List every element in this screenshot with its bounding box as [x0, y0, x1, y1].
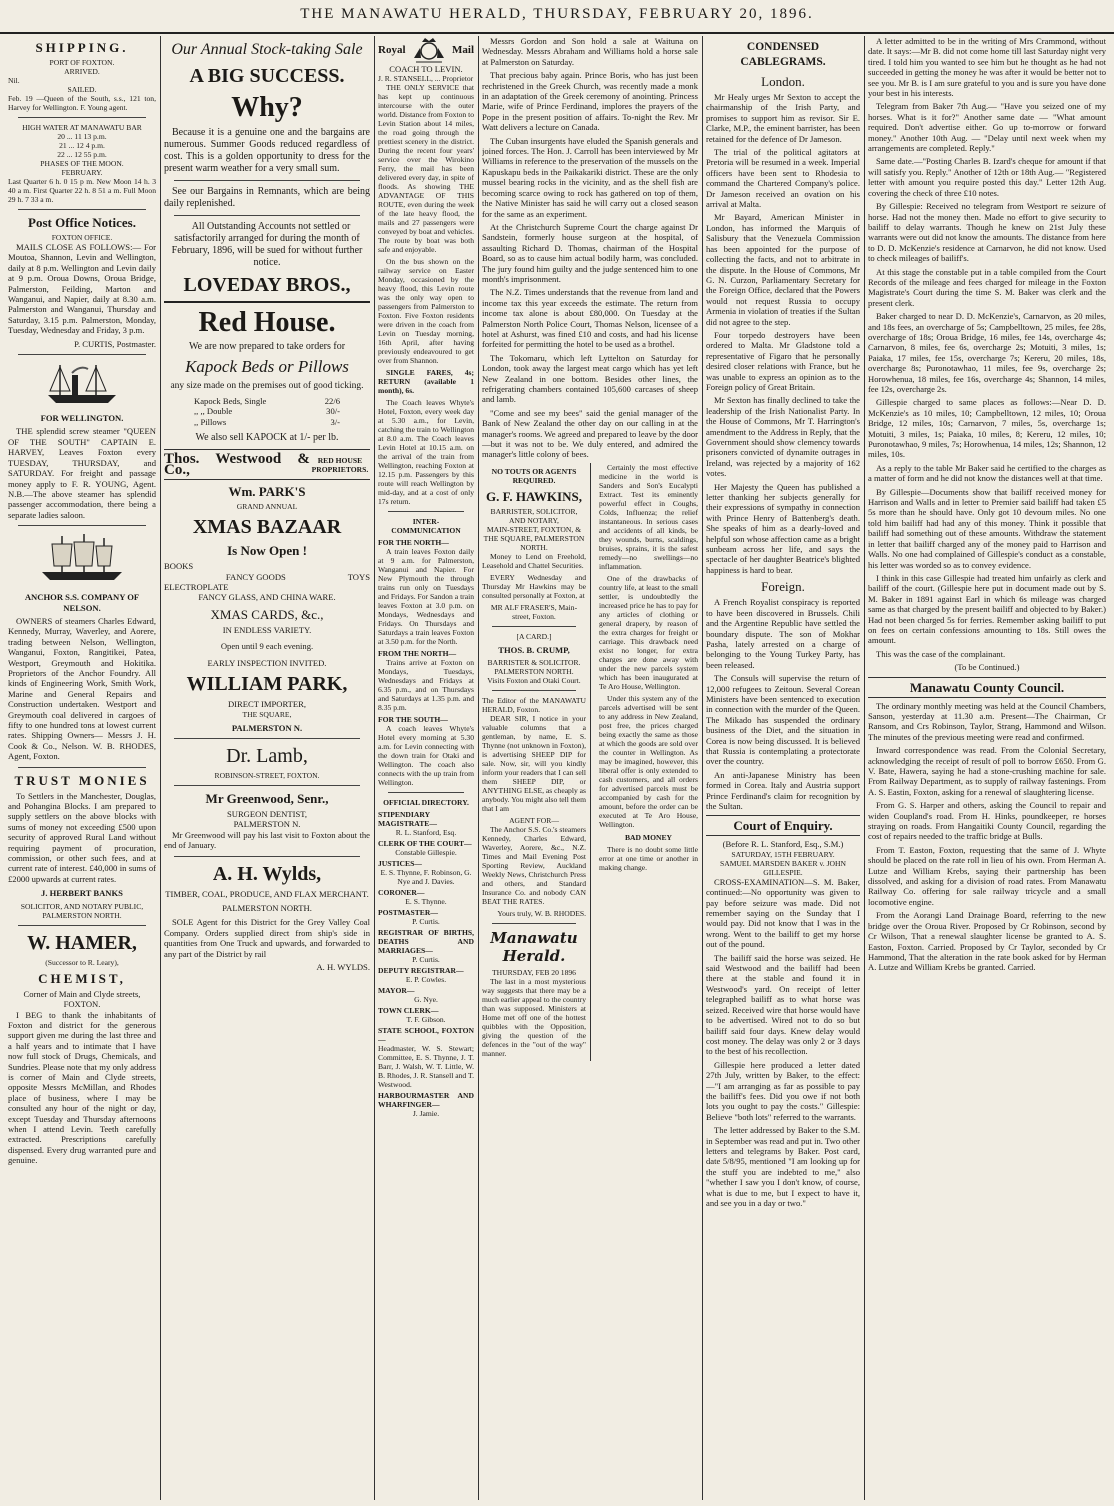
xmas-cards: XMAS CARDS, &c.,: [210, 606, 324, 622]
foreign-paragraph: The Consuls will supervise the return of 12,000 refugees to Zeitoun. Several Corean Ministers have been sentenced to execution in connection with the murder of the Queen. The Mikado has suspended the ordinary business of the Diet, and the situation in Corea is now being discussed. It is believed that Russia is contemplating a protectorate over the country.: [706, 673, 860, 767]
column-5: [706, 36, 860, 1500]
official-directory-title: OFFICIAL DIRECTORY.: [383, 798, 469, 808]
post-office-sign: P. CURTIS, Postmaster.: [74, 338, 156, 349]
lower-split: [482, 463, 698, 1061]
price-row: [194, 417, 340, 427]
fares: SINGLE FARES, 4s; RETURN (available 1 month), 6s.: [378, 368, 474, 396]
banks-name: J. HERBERT BANKS: [41, 888, 123, 899]
london-paragraph: Her Majesty the Queen has published a letter thanking her subjects generally for their expressions of sympathy in connection with Prince Henry of Battenberg's death. She speaks of him as a dearly-loved and helpful son whose affection came as a bright sunbeam across her life, and says the spectacle of her daughter Beatrice's blighted happiness is hard to bear.: [706, 481, 860, 575]
divider: [492, 923, 576, 924]
electroplate: ELECTROPLATE: [164, 582, 229, 593]
masthead: [0, 6, 1114, 34]
directory-entry: [378, 1006, 474, 1024]
moon-text: Last Quarter 6 h. 0 15 p m. New Moon 14 h. 3 40 a m. First Quarter 22 h. 8 51 a m. Full Moon 29 h. 7 33 a m.: [8, 177, 156, 204]
why-text: Because it is a genuine one and the bargains are numerous. Summer Goods reduced regardless of cost. This is a golden opportunity to dress for the present warm weather for a very small sum.: [164, 127, 370, 174]
directory-role: DEPUTY REGISTRAR—: [378, 966, 464, 976]
direct-importer: DIRECT IMPORTER,: [227, 699, 307, 710]
anchor-company-title: ANCHOR S.S. COMPANY OF NELSON.: [24, 592, 140, 613]
price-item: ,, ,, Double: [194, 406, 233, 417]
coach-text-2: On the bus shown on the railway service on Easter Monday, occasioned by the heavy flood, this Levin route was the only way open to passengers from Palmerston to Foxton. Five Foxton residents were driven in the coach from Levin on Tuesday morning, 16th April, after having previously endeavoured to get over from Shannon.: [378, 257, 474, 366]
court-paragraph: The letter addressed by Baker to the S.M. in September was read and put in. Two other letters and telegrams by Baker. Post card, date 5/8/95, mentioned "I am looking up for the stuff you are indebted to me," also "whether I saw you I don't know, of course, what is due to me, but I expect to have it, and see you in a day or two.": [706, 1125, 860, 1208]
court-date: SATURDAY, 15TH FEBRUARY.: [731, 849, 835, 859]
westwood-ad: [164, 449, 370, 480]
council-paragraph: From G. S. Harper and others, asking the Council to repair and widen Coupland's road. From H. Hinks, poundkeeper, re horses straying on roads. From Hangaitiki County Council, regarding the cost of repairs needed to the traffic bridge at Bulls.: [868, 800, 1106, 842]
telegram-text: Same date.—"Posting Charles B. Izard's cheque for amount if that will satisfy you. Reply." Another of 12th or 18th Aug.— "Registered letter with amount you require posted this day." Letter 12th Aug. covering the check of three £10 notes.: [868, 156, 1106, 198]
tide-row: 21 ... 12 4 p.m.: [59, 141, 105, 150]
price-row: [194, 396, 340, 406]
court-paragraph: The bailiff said the horse was seized. He said Westwood and the bailiff had been there at the stable and found it in Westwood's yard. On receipt of letter telegraphed bailiff as to what horse was seized. Received wire that horse would have to be advertised. Wired not to do so but bailiff said four days. Knew delay would cost money. The delay was only 2 or 3 days to the best of his recollection.: [706, 952, 860, 1057]
crump-role: BARRISTER & SOLICITOR.: [487, 658, 581, 668]
council-paragraph: Inward correspondence was read. From the Colonial Secretary, acknowledging the receipt of result of poll to borrow £650. From G. V. Bate, Hawera, saying he had a stone-crushing machine for sale. From Railway Department, as to supply of railway fastenings. From A. S. Eastin, Foxton, asking for a renewal of slaughtering license.: [868, 745, 1106, 797]
divider: [174, 856, 360, 857]
robinson-street: ROBINSON-STREET, FOXTON.: [214, 770, 320, 780]
court-paragraph: Gillespie here produced a letter dated 27th July, written by Baker, to the effect:—"I am arranging as far as possible to pay the bailiff's fees. Did you owe if not both lots you ought to pay the costs." Gillespie: Believe "both lots" referred to the warrants.: [706, 1059, 860, 1122]
directory-name: E. P. Cowles.: [405, 975, 447, 985]
hamer-text: I BEG to thank the inhabitants of Foxton and district for the generous support given me during the last three and a half years and to intimate that I have now full stock of Drugs, Chemicals, and Sundries. Please note that my only address is corner of Main and Clyde streets, opposite Messrs McMillan, and Rhodes place of business, where I may be consulted any hour of the night or day, except Tuesday and Thursday afternoons when I attend Levin. Teeth carefully extracted. Prescriptions carefully dispensed. Every drug warranted pure and genuine.: [8, 1009, 156, 1166]
directory-name: Headmaster, W. S. Stewart; Committee, E. S. Thynne, J. T. Barr, J. Walsh, W. T. Little, W. B. Rhodes, J. R. Stansell and T. Westwood.: [378, 1044, 474, 1090]
stage-text: Baker charged to near D. D. McKenzie's, Carnarvon, as 20 miles, and 18s fees, an overcharge of 5s; Campbelltown, 25 miles, fee 28s, overcharge of 18s; Oroua Bridge, 16 miles, fee 14s, overcharge 4s; Carnarvon, 8 miles, fee 6s, overcharge 2s; Motuiti, 3 miles, 1s; Paiaka, 17 miles, fee 15s, overcharge 7s; Kereru, 20 miles, 18s, overcharge 8s; Puronotawhao, 11 miles, fee 9s, overcharge 2s; Horowhenua, 18 miles, fee 16s, overcharge 4s; Shannon, 14 miles, fee 12s, overcharge 2s.: [868, 311, 1106, 394]
london-paragraph: Mr Healy urges Mr Sexton to accept the chairmanship of the Irish Party, and promises to support him as revisor. Sir E. Clarke, M.P., the eminent barrister, has been retained for the defence of Dr Jameson.: [706, 92, 860, 144]
divider: [18, 209, 146, 210]
bad-money-text: There is no doubt some little error at one time or another in making change.: [599, 844, 698, 872]
foreign-paragraph: A French Royalist conspiracy is reported to have been discovered in Brussels. Chili and the Argentine Republic have settled the boundary dispute. The son of Mokhar Pasha, lately arrested on a charge of belonging to the Young Turkey Party, has been released.: [706, 597, 860, 670]
arrived-label: ARRIVED.: [64, 67, 100, 76]
now-open: Is Now Open !: [227, 543, 307, 559]
agent-label: AGENT FOR—: [509, 816, 559, 826]
news-paragraph: The Tokomaru, which left Lyttelton on Saturday for London, took away the largest meat cargo which has yet left New Zealand in one bottom. Besides other lines, the refrigerating chambers contained 105,600 carcases of sheep and lamb.: [482, 352, 698, 405]
remnants-text: See our Bargains in Remnants, which are being daily replenished.: [164, 186, 370, 209]
directory-role: HARBOURMASTER AND WHARFINGER—: [378, 1091, 474, 1110]
hawkins-name: G. F. HAWKINS,: [486, 488, 582, 504]
directory-role: CLERK OF THE COURT—: [378, 839, 472, 849]
london-paragraph: Mr Sexton has finally declined to take the leadership of the Irish Nationalist Party. In the House of Commons, Mr T. Harrington's amendment to the Address in Reply, that the Government should show clemency towards prisoners convicted of dynamite outrages in Ireland, was rejected by a majority of 162 votes.: [706, 395, 860, 479]
column-rule: [374, 36, 375, 1500]
directory-role: JUSTICES—: [378, 859, 422, 869]
wellington-text: THE splendid screw steamer "QUEEN OF THE SOUTH" CAPTAIN E. HARVEY, Leaves Foxton every TUESDAY, THURSDAY, and SATURDAY. For freight and passage money apply to F. R. YOUNG, Agent. N.B.—The above steamer has splendid passenger accommodation, there being a separate ladies saloon.: [8, 426, 156, 520]
directory-name: T. F. Gibson.: [406, 1015, 446, 1025]
anchor-company-text: OWNERS of steamers Charles Edward, Kennedy, Murray, Waverley, and Aorere, trading between Nelson, Wellington, Wanganui, Foxton, Rangitikei, Patea, Westport, Greymouth and Hokitika. Proprietors of the Anchor Foundry. All kinds of Engineering Work, Smith Work, Marine and General Repairs and Construction undertaken. Westport and Greymouth coal delivered in cargoes of fifty to one hundred tons at lowest current rates. Shipping Owners— Messrs J. H. Cook & Co., Nelson. W. B. RHODES, Agent, Foxton.: [8, 615, 156, 762]
books-line: BOOKS: [164, 561, 194, 572]
foreign-title: Foreign.: [761, 579, 805, 595]
case-text: This was the case of the complainant.: [876, 648, 1006, 659]
news-paragraph: The N.Z. Times understands that the revenue from land and income tax this year exceeds the estimate. The return from income tax alone is about £80,000. On Tuesday at the Palmerston North Police Court, Thomas Nelson, licensee of a hotel at Ashurst, was fined £10 and costs, and had his license forfeited for permitting the hotel to be used as a brothel.: [482, 287, 698, 350]
moon-sub: FEBRUARY.: [61, 168, 103, 177]
letter-sign: Yours truly, W. B. RHODES.: [497, 909, 586, 919]
directory-role: REGISTRAR OF BIRTHS, DEATHS AND MARRIAGES—: [378, 928, 474, 956]
directory-name: E. S. Thynne, F. Robinson, G. Nye and J. Davies.: [380, 868, 472, 887]
post-office-text: MAILS CLOSE AS FOLLOWS:— For Moutoa, Shannon, Levin and Wellington, daily at 8 p.m. Wellington and Levin daily at 9 p.m. Oroua Downs, Oroua Bridge, Palmerston, Feilding, Marton and Wanganui, and Napier, daily at 8.30 a.m. Palmerston and Wanganui, Thursday and Saturday, 3.15 p.m. Palmerston, Monday, Tuesday, Wednesday and Friday, 3 p.m.: [8, 242, 156, 336]
masthead-text: THE MANAWATU HERALD, THURSDAY, FEBRUARY 20, 1896.: [300, 6, 814, 22]
ads-subcolumn: [482, 463, 591, 1061]
price-value: 22/6: [324, 395, 340, 406]
divider: [18, 925, 146, 926]
editor-line: The Editor of the MANAWATU HERALD, Foxton.: [482, 696, 586, 715]
directory-name: G. Nye.: [414, 995, 438, 1005]
wellington-title: FOR WELLINGTON.: [40, 413, 124, 424]
red-house-title: Red House.: [164, 301, 370, 339]
coach-title: COACH TO LEVIN.: [389, 64, 463, 74]
price-value: 3/-: [330, 416, 340, 427]
bad-money-title: BAD MONEY: [624, 832, 673, 842]
london-paragraph: Four torpedo destroyers have been ordered to Malta. Mr Gladstone told a representative of Figaro that he personally desired closer relations with France, but he was unable to express an opinion as to the Foreign policy of Great Britain.: [706, 329, 860, 392]
price-list: [194, 396, 340, 427]
from-north: FROM THE NORTH—: [378, 649, 457, 659]
loveday-bros: LOVEDAY BROS.,: [183, 274, 351, 296]
agent-text: The Anchor S.S. Co.'s steamers Kennedy, Charles Edward, Waverley, Aorere, &c., N.Z. Times and Mail Evening Post Sporting Review, Auckland Weekly News, Christchurch Press and others, and Standard Insurance Co. and nobody CAN BEAT THE RATES.: [482, 825, 586, 907]
price-row: [194, 406, 340, 416]
directory-name: P. Curtis.: [412, 917, 440, 927]
news-paragraph: At the Christchurch Supreme Court the charge against Dr Sandstein, formerly house surgeon at the hospital, of assaulting Richard D. Thomas, chairman of the Hospital Board, so as to cause him actual bodily harm, was concluded. The jury found him guilty and the judge sentenced him to one month's imprisonment.: [482, 221, 698, 284]
foreign-paragraph: An anti-Japanese Ministry has been formed in Corea. Italy and Austria support Prince Ferdinand's claim for recognition by the Sultan.: [706, 769, 860, 811]
column-3: [378, 36, 474, 1500]
william-park: WILLIAM PARK,: [186, 673, 348, 696]
continued-label: (To be Continued.): [954, 662, 1020, 673]
directory-entry: [378, 839, 474, 857]
london-paragraph: The trial of the political agitators at Pretoria will be resumed in a week. Imperial officers have been sent to Rhodesia to command the Chartered Company's police. Dr Jameson received an ovation on his arrival at Malta.: [706, 147, 860, 210]
hawkins-role: BARRISTER, SOLICITOR, AND NOTARY,: [490, 506, 578, 525]
letter-text: DEAR SIR, I notice in your valuable columns that a gentleman, by name, E. S. Thynne (not unknown in Foxton), is advertising SHEEP DIP for sale. Now, sir, will you kindly inform your readers that I can sell them SHEEP DIP, or ANYTHING ELSE, as cheaply as anybody. You might also tell them that I am: [482, 714, 586, 814]
wylds-sign: A. H. WYLDS.: [316, 961, 370, 972]
price-item: Kapock Beds, Single: [194, 395, 267, 406]
shipping-title: SHIPPING.: [35, 40, 129, 55]
hamer-name: W. HAMER,: [27, 931, 137, 954]
arrived-text: Nil.: [8, 76, 20, 85]
court-paragraph: CROSS-EXAMINATION—S. M. Baker, continued:—No opportunity was given to pay before seizure was made. Did not remember saying on the Sunday that I would pay. Did not know that I was in the wrong. Went to the bailiff to get my horse out of the pound.: [706, 876, 860, 950]
for-north-text: A train leaves Foxton daily at 9 a.m. for Palmerston, Wanganui and Napier. For New Plymouth the through trains run only on Tuesdays and Fridays. For Sandon a train leaves Foxton at 3.0 p.m. on Mondays, Wednesdays and Fridays. On Thursdays and Saturdays a train leaves Foxton at 3.50 p.m. for the North.: [378, 547, 474, 647]
court-continued: A letter admitted to be in the writing of Mrs Crammond, without date. It says:—Mr B. did not come home till last Saturday night very tired. I told him you wanted to see him but he thought as he had not succeeded in getting the money he was after it would be better not to see you. Mr B. is I am sure grateful to you and is sure you have done your best in his interests.: [868, 36, 1106, 99]
column-rule: [478, 36, 479, 1500]
column-rule: [160, 36, 161, 1500]
directory-entry: [378, 928, 474, 964]
divider: [18, 525, 146, 526]
court-title: Court of Enquiry.: [706, 815, 860, 836]
sailed-label: SAILED.: [67, 85, 97, 94]
divider: [174, 738, 360, 739]
tides-title: HIGH WATER AT MANAWATU BAR: [22, 123, 142, 132]
documents-text: I think in this case Gillespie had treated him unfairly as clerk and bailiff of the court. (Gillespie here put in document made out by S. M. Baker in 1891 against Earl in which 6s mileage was charged same as that charged by the present bailiff and objected to by Baker.) Had not been charged 5s for ferries. Remember asking bailiff to put on fees on certain confessions amounting to 18s. Still owes the amount.: [868, 572, 1106, 646]
post-office-title: Post Office Notices.: [28, 215, 136, 230]
fraser-address: MR ALF FRASER'S, Main-street, Foxton.: [490, 602, 578, 621]
stansell: J. R. STANSELL, ... Proprietor: [378, 74, 474, 84]
for-north: FOR THE NORTH—: [378, 538, 449, 548]
divider: [492, 690, 576, 691]
early-inspection: EARLY INSPECTION INVITED.: [207, 657, 327, 668]
stage-text: Gillespie charged to same places as follows:—Near D. D. McKenzie's as 10 miles, 10; Campbelltown, 12 miles, 10; Oroua Bridge, 12 miles, 10s; Carnarvon, 7 miles, 5s, overcharge 1s; Motuiti, 3 miles, 1s; Paiaka, 10 miles, 8; Kereru, 12 miles, 10; Puronotawhao, 9 miles, 7s; Horowhenua, 14 miles, 12s; Shannon, 12 miles, 10s.: [868, 397, 1106, 460]
gillespie-text: By Gillespie: Received no telegram from Westport re seizure of horse. Had not the money then. Made no effort to give security to bailiff to delay warrants. Though he knew on 21st July these warrants were out did not know the amounts. The distance from here to D. D. McKenzie's residence at Carnarvon, he did not know. Used to check mileages of bailiff's.: [868, 201, 1106, 264]
court-sub: (Before R. L. Stanford, Esq., S.M.): [722, 839, 844, 850]
banks-role: SOLICITOR, AND NOTARY PUBLIC, PALMERSTON NORTH.: [20, 901, 144, 920]
divider: [18, 354, 146, 355]
mail-label: Mail: [452, 43, 474, 56]
news-paragraph: Certainly the most effective medicine in the world is Sanders and Son's Eucalypti Extract. Test its eminently powerful effect in Coughs, Colds, Influenza; the relief instantaneous. In serious cases and accidents of all kinds, be they wounds, burns, scaldings, bruises, sprains, it is the safest remedy—no swellings—no inflammation.: [599, 462, 698, 571]
divider: [18, 117, 146, 118]
crump-name: THOS. B. CRUMP,: [498, 644, 570, 655]
divider: [174, 215, 360, 216]
council-paragraph: From the Aorangi Land Drainage Board, referring to the new bridge over the Oroua River. Proposed by Cr Robinson, second by Cr Wilson, That a renewal slaughter license be granted to A. S. Easton, Foxton. Carried. Proposed by Cr Taylor, seconded by Cr Hammond, That the alteration in the rate book asked for by Herman A. Lutze and William Krebs be granted. Carried.: [868, 910, 1106, 973]
westwood-side: RED HOUSE PROPRIETORS.: [311, 455, 369, 474]
royal-label: Royal: [378, 43, 406, 56]
price-item: ,, Pillows: [194, 416, 227, 427]
directory-role: STATE SCHOOL, FOXTON—: [378, 1026, 474, 1045]
trust-monies-title: TRUST MONIES: [14, 772, 150, 788]
park-palmerston: PALMERSTON N.: [231, 722, 303, 733]
directory-entry: [378, 810, 474, 837]
fancy-glass: FANCY GLASS, AND CHINA WARE.: [198, 592, 336, 603]
sole-agent-text: SOLE Agent for this District for the Grey Valley Coal Company. Orders supplied direct from ship's side in quantities from One Truck and upwards, and forwarded to any part of the District by rail: [164, 917, 370, 959]
directory-name: P. Curtis.: [412, 955, 440, 965]
accounts-text: All Outstanding Accounts not settled or satisfactorily arranged for during the month of February, 1896, will be sued for without further notice.: [171, 221, 363, 268]
telegram-text: Telegram from Baker 7th Aug.— "Have you seized one of my horses. What is it for?" Another same date — "What amount required. Don't advertise either. Go up to-morrow or forward money." Another 10th Aug. — "Delay until next week when my arrangements are completed. Reply.": [868, 101, 1106, 154]
directory-entry: [378, 986, 474, 1004]
hamer-sub: (Successor to R. Leary),: [45, 957, 119, 967]
tide-row: 20 ... 11 13 p.m.: [57, 132, 107, 141]
the-square: THE SQUARE,: [242, 709, 292, 719]
directory-role: TOWN CLERK—: [378, 1006, 439, 1016]
divider: [18, 767, 146, 768]
xmas-bazaar: XMAS BAZAAR: [192, 516, 342, 539]
surgeon-dentist: SURGEON DENTIST,: [226, 808, 308, 819]
toys: TOYS: [347, 571, 370, 582]
park-name: Wm. PARK'S: [228, 484, 306, 500]
hawkins-every: EVERY Wednesday and Thursday Mr Hawkins may be consulted personally at Foxton, at: [482, 572, 586, 600]
endless-variety: IN ENDLESS VARIETY.: [222, 624, 312, 635]
big-success: A BIG SUCCESS.: [189, 65, 345, 87]
directory-entry: [378, 888, 474, 906]
prepared-text: We are now prepared to take orders for: [188, 341, 346, 352]
goods-row: [164, 572, 370, 582]
column-rule: [864, 36, 865, 1500]
directory-entry: [378, 908, 474, 926]
news-subcolumn: [599, 463, 698, 1061]
crump-town: PALMERSTON NORTH.: [494, 667, 574, 677]
royal-mail-header: [378, 36, 474, 64]
divider: [492, 626, 576, 627]
grand-annual: GRAND ANNUAL: [236, 502, 298, 512]
news-top: Messrs Gordon and Son hold a sale at Waituna on Wednesday. Messrs Abraham and Williams hold a horse sale at Palmerston on Saturday.: [482, 36, 698, 67]
hawkins-text: Money to Lend on Freehold, Leasehold and Chattel Securities.: [482, 551, 586, 570]
size-text: any size made on the premises out of good ticking.: [170, 381, 364, 392]
dr-lamb: Dr. Lamb,: [226, 744, 308, 767]
hamer-address: Corner of Main and Clyde streets, FOXTON.: [23, 988, 141, 1010]
column-1: [8, 36, 156, 1500]
royal-crest-icon: [412, 36, 446, 64]
for-south-text: A coach leaves Whyte's Hotel every morning at 5.30 a.m. for Levin connecting with the down train for Otaki and Wellington. The coach also connects with the up train from Wellington.: [378, 724, 474, 788]
kapock-heading: Kapock Beds or Pillows: [185, 357, 349, 377]
directory-entry: [378, 1091, 474, 1118]
cablegrams-title: CONDENSED CABLEGRAMS.: [740, 41, 826, 68]
touts-notice: NO TOUTS OR AGENTS REQUIRED.: [491, 466, 577, 485]
directory-role: POSTMASTER—: [378, 908, 438, 918]
directory-entry: [378, 1026, 474, 1089]
herald-date: THURSDAY, FEB 20 1896: [492, 968, 576, 978]
divider: [388, 511, 464, 512]
council-title: Manawatu County Council.: [868, 677, 1106, 698]
column-4: [482, 36, 698, 1500]
documents-text: By Gillespie—Documents show that bailiff received money for Harrison and Walls and in letter to Premier said bailiff had taken £5 5s more than he should have. Only got 10 devoum miles. No one told him bailiff had had any of this money. Think it possible that bailiff had something out of these amounts. Withdraw the statement in letter that bailiff charged any of the money paid to Harrison and Walls. No one had complained of Gillespie's conduct as a constable, his letter was worded so as to convey evidence.: [868, 486, 1106, 570]
directory-name: R. L. Stanford, Esq.: [395, 828, 457, 838]
sailing-ship-icon: [34, 532, 130, 586]
council-paragraph: From T. Easton, Foxton, requesting that the same of J. Whyte should be placed on the rate roll in lieu of his own. From Herman A. Lutze and William Krebs, saying their partnership has been dissolved, and asking for a division of road rates. From Manawatu Railway Co. offering for sale railway tricycle and a small locomotive engine.: [868, 844, 1106, 907]
fancy-goods: FANCY GOODS: [225, 571, 286, 582]
column-6: [868, 36, 1106, 1500]
wylds-name: A. H. Wylds,: [212, 862, 322, 885]
stage-text: At this stage the constable put in a table compiled from the Court Records of the mileage and fees charged for mileage in the Foxton Magistrate's Court during the time S. M. Baker was clerk and the present clerk.: [868, 266, 1106, 308]
kapock-sell: We also sell KAPOCK at 1/- per lb.: [195, 432, 339, 444]
greenwood-text: Mr Greenwood will pay his last visit to Foxton about the end of January.: [164, 829, 370, 851]
crump-text: Visits Foxton and Otaki Court.: [487, 676, 581, 686]
directory-role: MAYOR—: [378, 986, 415, 996]
divider: [388, 792, 464, 793]
directory-name: E. S. Thynne.: [405, 897, 447, 907]
column-rule: [702, 36, 703, 1500]
fares-text: The Coach leaves Whyte's Hotel, Foxton, every week day at 5.30 a.m., for Levin, catching the train to Wellington at 8.0 a.m. The Coach leaves Levin Hotel at 10.15 a.m. on the arrival of the train from Wellington, reaching Foxton at 12.15 p.m. Passengers by this route will reach Wellington by mid-day, and at a cost of only 17s return.: [378, 398, 474, 507]
reply-text: As a reply to the table Mr Baker said he certified to the charges as a matter of form and he did not know the distances well at that time.: [868, 462, 1106, 484]
directory-entry: [378, 966, 474, 984]
trust-monies-text: To Settlers in the Manchester, Douglas, and Pohangina Blocks. I am prepared to supply settlers on the above blocks with sums of money not exceeding £500 upon security of approved Rural Land without requiring payment of procuration, commission, or other such fees, and at current rate of interest. £40,000 in sums of £2000 upwards at current rates.: [8, 790, 156, 884]
from-north-text: Trains arrive at Foxton on Mondays, Tuesdays, Wednesdays and Fridays at 6.35 p.m., and on Thursdays and Saturdays at 1.35 p.m. and 8.35 p.m.: [378, 658, 474, 713]
directory-name: J. Jamie.: [412, 1109, 440, 1119]
wylds-town: PALMERSTON NORTH.: [222, 902, 312, 913]
wylds-trade: TIMBER, COAL, PRODUCE, AND FLAX MERCHANT.: [165, 888, 369, 899]
price-value: 30/-: [326, 406, 340, 417]
card-label: [A CARD.]: [516, 631, 552, 641]
open-until: Open until 9 each evening.: [220, 641, 314, 652]
london-paragraph: Mr Bayard, American Minister in London, has informed the Marquis of Salisbury that the Venezuela Commission has been appointed for the purpose of collecting the facts, and not to arbitrate in the dispute. In the House of Commons, Mr G. N. Curzon, Parliamentary Secretary for the Foreign Office, declared that the Powers would not request Russia to occupy Armenia in violation of treaties if the Sultan did not agree to the step.: [706, 212, 860, 327]
editorial-text: The last in a most mysterious way suggests that there may be a much earlier appeal to the country than was supposed. Ministers at Home met off one of the hottest quibbles with the Opposition, giving the question of the defences in the "out of the way" manner.: [482, 977, 586, 1059]
directory-name: Constable Gillespie.: [395, 848, 457, 858]
sailed-text: Feb. 19 —Queen of the South, s.s., 121 ton, Harvey for Wellington. F. Young agent.: [8, 94, 156, 112]
greenwood-name: Mr Greenwood, Senr.,: [205, 790, 329, 806]
for-south: FOR THE SOUTH—: [378, 715, 448, 725]
herald-nameplate: Manawatu Herald.: [490, 929, 578, 966]
news-paragraph: "Come and see my bees" said the genial manager of the Bank of New Zealand the other day on our calling in at the manager's rooms. We agreed and prepared to leave by the door—but it was not to be. We duly entered, and admired the manager's little colony of bees.: [482, 407, 698, 460]
london-title: London.: [761, 74, 805, 89]
hawkins-address: MAIN-STREET, FOXTON, & THE SQUARE, PALMERSTON NORTH.: [483, 524, 585, 552]
news-paragraph: The Cuban insurgents have eluded the Spanish generals and joined forces. The Hon. J. Carroll has been interviewed by Mr Williams in reference to the preservation of the mussels on the Kapuskapu beds in the Paikakariki district. These are the only mussel bearing rocks in the vicinity, and as the shell fish are becoming scarce owing to rock has gathered on top of them, the Native Minister has said he will carry out a closed season for the same as an experiment.: [482, 135, 698, 219]
news-paragraph: Under this system any of the parcels advertised will be sent to any address in New Zealand, post free, the prices charged being exactly the same as those at which the goods are sold over the counter in Wellington. As may be imagined, however, this liberal offer is only extended to cash customers, and all orders for advertised parcels must be accompanied by cash for the amount, before the order can be executed at Te Aro House, Wellington.: [599, 693, 698, 829]
column-2: [164, 36, 370, 1500]
port-title: PORT OF FOXTON.: [49, 58, 115, 67]
post-office-sub: FOXTON OFFICE.: [51, 233, 113, 242]
stock-sale-title: Our Annual Stock-taking Sale: [171, 41, 363, 58]
westwood-name: Thos. Westwood & Co.,: [164, 451, 310, 478]
inter-communication-title: INTER-COMMUNICATION: [391, 517, 461, 536]
why-heading: Why?: [231, 92, 303, 123]
news-paragraph: That precious baby again. Prince Boris, who has just been rechristened in the Greek Church, was recently made a monk in an adaptation of the Greek ceremony of anointing. Princess Marie, wife of Prince Ferdinand, implores the prayers of the Pope in the present position of affairs. To-night the Rev. Mr Watt delivers a lecture on Canada.: [482, 70, 698, 133]
directory-role: STIPENDIARY MAGISTRATE—: [378, 810, 437, 829]
directory-role: CORONER—: [378, 888, 425, 898]
moon-title: PHASES OF THE MOON.: [40, 159, 124, 168]
news-paragraph: One of the drawbacks of country life, at least to the small settler, is undoubtedly the increased price he has to pay for any articles of clothing or general drapery, by reason of the extra charges for freight or carriage. This drawback need exist no longer, for extra charges are done away with under the new parcels system which has been inaugurated at Te Aro House, Wellington.: [599, 573, 698, 691]
divider: [174, 785, 360, 786]
directory-entry: [378, 859, 474, 886]
coach-text: THE ONLY SERVICE that has kept up continuous intercourse with the outer world. Distance from Foxton to Levin Station about 14 miles, the road going through the prettiest scenery in the district. During the recent four years' service over the Wirokino Ferry, the mail has been delivered every day, in spite of floods. As showing THE ADVANTAGE OF THIS ROUTE, even during the week of the late heavy flood, the mails and 27 passengers were conveyed by boat and vehicles. The route by boat was both safe and enjoyable.: [378, 83, 474, 255]
divider: [174, 180, 360, 181]
greenwood-town: PALMERSTON N.: [233, 819, 301, 830]
court-case: SAMUEL MARSDEN BAKER v. JOHN GILLESPIE.: [719, 858, 846, 877]
steamship-icon: [42, 361, 122, 407]
hamer-trade: CHEMIST,: [38, 970, 126, 986]
council-paragraph: The ordinary monthly meeting was held at the Council Chambers, Sanson, yesterday at 11.30 a.m. Present—The Chairman, Cr Ransom, and Crs Robinson, Taylor, Strang, Hammond and Wilson. The minutes of the previous meeting were read and confirmed.: [868, 700, 1106, 742]
tide-row: 22 ... 12 55 p.m.: [57, 150, 107, 159]
